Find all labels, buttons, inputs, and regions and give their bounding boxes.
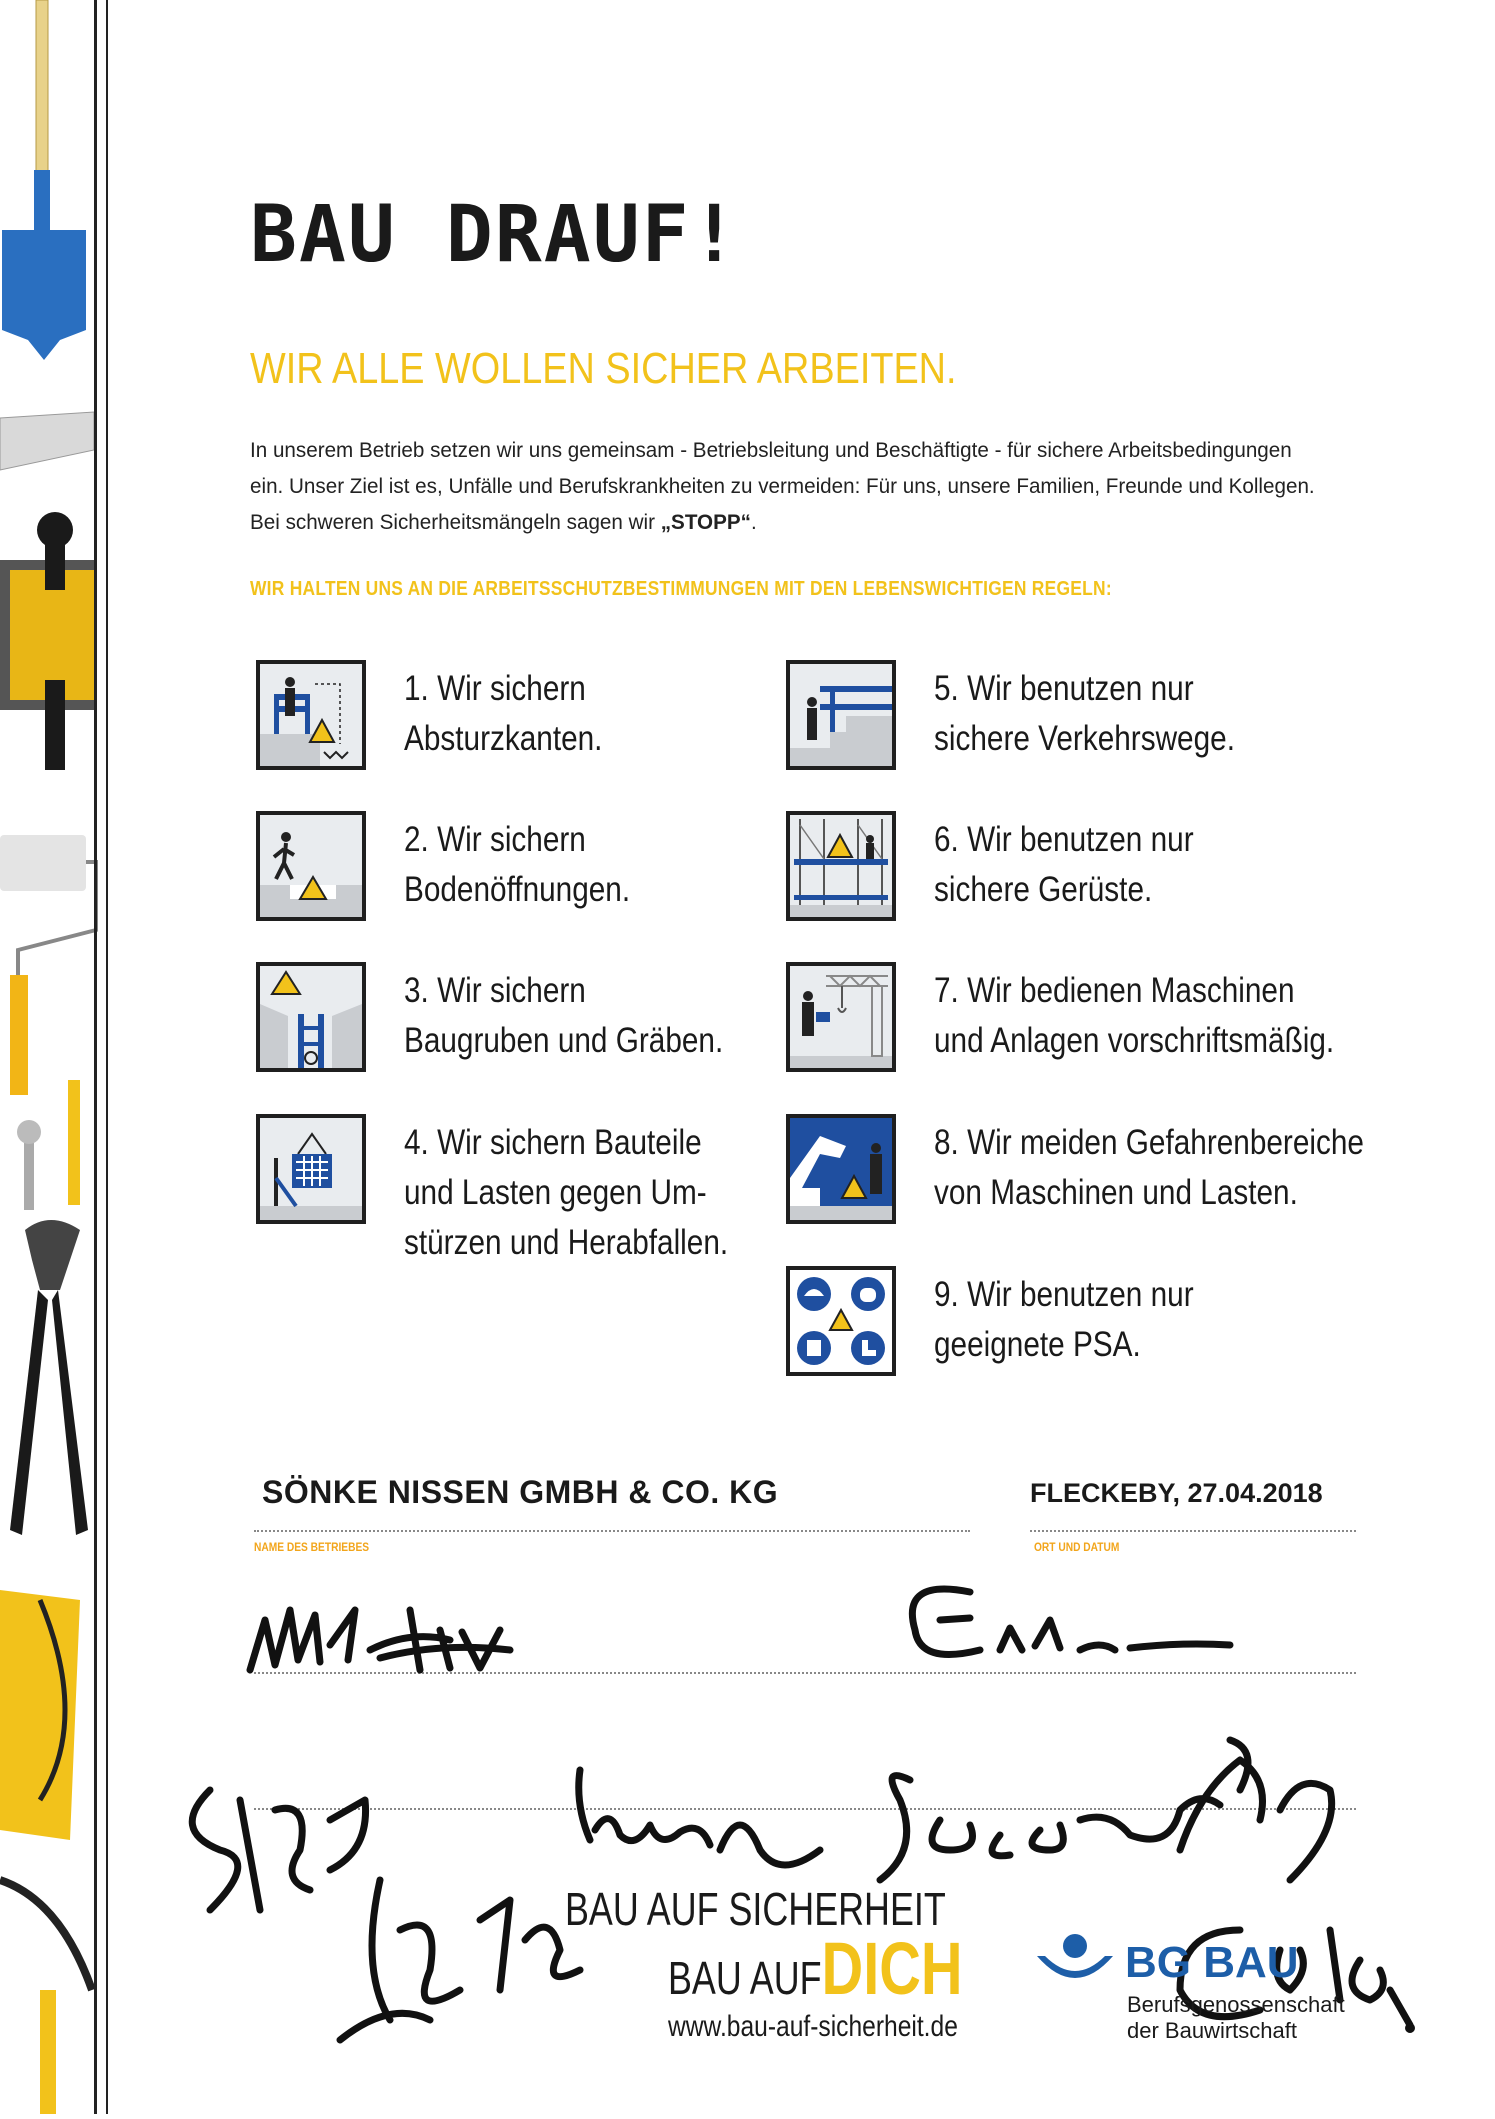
rule-6: [786, 811, 1239, 921]
rule-9-line-2: geeignete PSA.: [934, 1325, 1141, 1364]
rule-5-text: [934, 664, 1235, 764]
rule-7-text: [934, 966, 1334, 1066]
stairs-railing-icon: [786, 660, 896, 770]
rule-5: [786, 660, 1288, 770]
rule-1-line-2: Absturzkanten.: [404, 719, 603, 758]
strip-border: [94, 0, 97, 2114]
rule-8: [786, 1114, 1440, 1224]
company-line: [254, 1530, 970, 1532]
page-title: BAU DRAUF!: [250, 190, 740, 280]
company-label: NAME DES BETRIEBES: [254, 1540, 370, 1554]
strip-border-inner: [106, 0, 108, 2114]
rule-7-line-2: und Anlagen vorschriftsmäßig.: [934, 1021, 1335, 1060]
website-link[interactable]: www.bau-auf-sicherheit.de: [668, 2010, 958, 2043]
slogan-dich: DICH: [821, 1927, 963, 2010]
slogan-line-1: BAU AUF SICHERHEIT: [565, 1883, 946, 1935]
falling-load-icon: [256, 1114, 366, 1224]
place-label: ORT UND DATUM: [1034, 1540, 1120, 1554]
place-date: FLECKEBY, 27.04.2018: [1030, 1478, 1323, 1508]
intro-line-2: ein. Unser Ziel ist es, Unfälle und Berufskrankheiten zu vermeiden: Für uns, unsere Familien, Freunde und Kollegen.: [250, 474, 1315, 498]
intro-line-3-text: Bei schweren Sicherheitsmängeln sagen wir: [250, 510, 655, 534]
machine-danger-icon: [786, 1114, 896, 1224]
rule-3-line-1: 3. Wir sichern: [404, 971, 586, 1010]
company-name: SÖNKE NISSEN GMBH & CO. KG: [262, 1474, 779, 1510]
bg-bau-subtitle-1: Berufsgenossenschaft: [1127, 1992, 1345, 2017]
ppe-icon: [786, 1266, 896, 1376]
slogan-line-2: [668, 1926, 963, 2011]
rule-1-text: [404, 664, 602, 764]
tools-illustration: [0, 0, 108, 2114]
bg-bau-subtitle-2: der Bauwirtschaft: [1127, 2018, 1297, 2043]
bg-bau-logo-icon: [1035, 1930, 1115, 1990]
rule-7: [786, 962, 1405, 1072]
rule-3: [256, 962, 780, 1072]
trench-icon: [256, 962, 366, 1072]
slogan-bau-auf: BAU AUF: [668, 1952, 822, 2004]
intro-text: [250, 432, 1354, 540]
page-subtitle: WIR ALLE WOLLEN SICHER ARBEITEN.: [250, 344, 957, 393]
rule-3-line-2: Baugruben und Gräben.: [404, 1021, 724, 1060]
rule-2-text: [404, 815, 630, 915]
rule-8-text: [934, 1118, 1364, 1218]
rule-4-line-1: 4. Wir sichern Bauteile: [404, 1123, 702, 1162]
fall-edge-icon: [256, 660, 366, 770]
rules-heading: WIR HALTEN UNS AN DIE ARBEITSSCHUTZBESTIMMUNGEN MIT DEN LEBENSWICHTIGEN REGELN:: [250, 578, 1112, 600]
rule-6-line-2: sichere Gerüste.: [934, 870, 1153, 909]
rule-9-line-1: 9. Wir benutzen nur: [934, 1275, 1194, 1314]
rule-7-line-1: 7. Wir bedienen Maschinen: [934, 971, 1295, 1010]
rule-4-line-3: stürzen und Herabfallen.: [404, 1223, 729, 1262]
rule-2: [256, 811, 670, 921]
rule-4: [256, 1114, 785, 1268]
rule-8-line-1: 8. Wir meiden Gefahrenbereiche: [934, 1123, 1364, 1162]
rule-5-line-1: 5. Wir benutzen nur: [934, 669, 1194, 708]
rule-4-text: [404, 1118, 728, 1268]
rule-2-line-2: Bodenöffnungen.: [404, 870, 631, 909]
tool-strip: [0, 0, 108, 2114]
rule-5-line-2: sichere Verkehrswege.: [934, 719, 1235, 758]
rule-3-text: [404, 966, 723, 1066]
crane-operator-icon: [786, 962, 896, 1072]
place-line: [1030, 1530, 1356, 1532]
bg-bau-name: BG BAU: [1125, 1938, 1299, 1987]
floor-opening-icon: [256, 811, 366, 921]
rule-1: [256, 660, 637, 770]
rule-6-line-1: 6. Wir benutzen nur: [934, 820, 1194, 859]
scaffold-icon: [786, 811, 896, 921]
rule-6-text: [934, 815, 1194, 915]
rule-4-line-2: und Lasten gegen Um-: [404, 1173, 707, 1212]
stopp-text: „STOPP“: [660, 510, 751, 534]
intro-line-3-end: .: [750, 510, 757, 534]
rule-1-line-1: 1. Wir sichern: [404, 669, 586, 708]
rule-9-text: [934, 1270, 1194, 1370]
rule-9: [786, 1266, 1239, 1376]
rule-8-line-2: von Maschinen und Lasten.: [934, 1173, 1298, 1212]
intro-line-3: [250, 504, 1354, 540]
intro-line-1: In unserem Betrieb setzen wir uns gemeinsam - Betriebsleitung und Beschäftigte - für sichere Arbeitsbedingungen: [250, 438, 1292, 462]
rule-2-line-1: 2. Wir sichern: [404, 820, 586, 859]
